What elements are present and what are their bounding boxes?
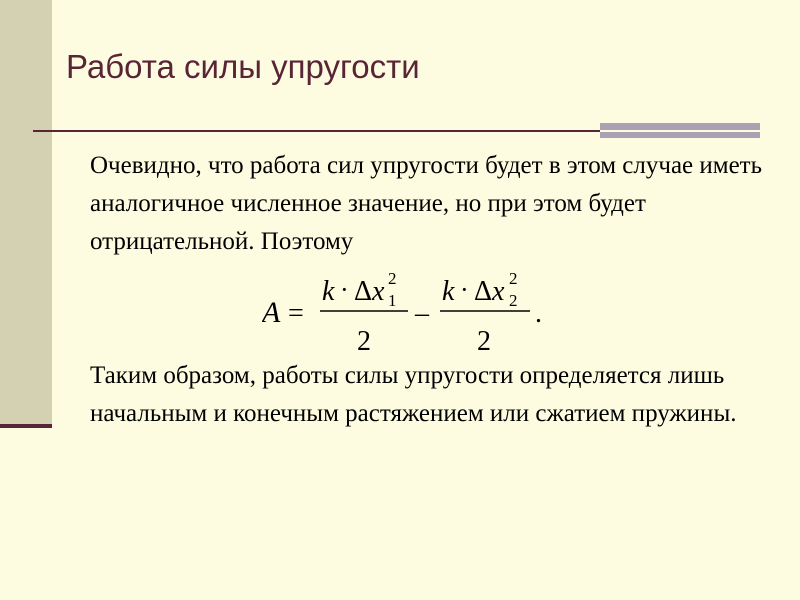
formula-term2-subscript: 2: [509, 291, 518, 310]
formula-term1-k: k: [322, 276, 335, 307]
formula-term2-delta: Δ: [474, 276, 493, 307]
formula-period: .: [535, 298, 542, 329]
paragraph-intro: Очевидно, что работа сил упругости будет в этом случае иметь аналогичное численное значение, но при этом будет отрицательной. Поэтому: [90, 152, 763, 255]
formula-term2-x: x: [492, 276, 505, 307]
work-formula: [262, 262, 582, 362]
formula-lhs: A: [262, 296, 281, 329]
slide-title: Работа силы упругости: [66, 48, 420, 85]
formula-svg: [262, 262, 582, 362]
formula-term2-superscript: 2: [509, 269, 518, 288]
formula-minus: –: [415, 298, 429, 329]
formula-term1-subscript: 1: [388, 291, 397, 310]
formula-term1-delta: Δ: [354, 276, 373, 307]
formula-equals: =: [288, 298, 304, 329]
formula-term1-superscript: 2: [388, 269, 397, 288]
left-band-accent: [0, 424, 52, 428]
formula-term2-k: k: [442, 276, 455, 307]
left-decorative-band: [0, 0, 52, 424]
formula-term1-x: x: [372, 276, 385, 307]
formula-term1-dot: ·: [340, 275, 349, 304]
divider-accent-gap: [600, 130, 760, 132]
formula-term2-dot: ·: [460, 275, 469, 304]
formula-term1-denominator: 2: [357, 326, 371, 357]
paragraph-conclusion: Таким образом, работы силы упругости определяется лишь начальным и конечным растяжением или сжатием пружины.: [90, 362, 737, 427]
formula-term2-denominator: 2: [477, 326, 491, 357]
